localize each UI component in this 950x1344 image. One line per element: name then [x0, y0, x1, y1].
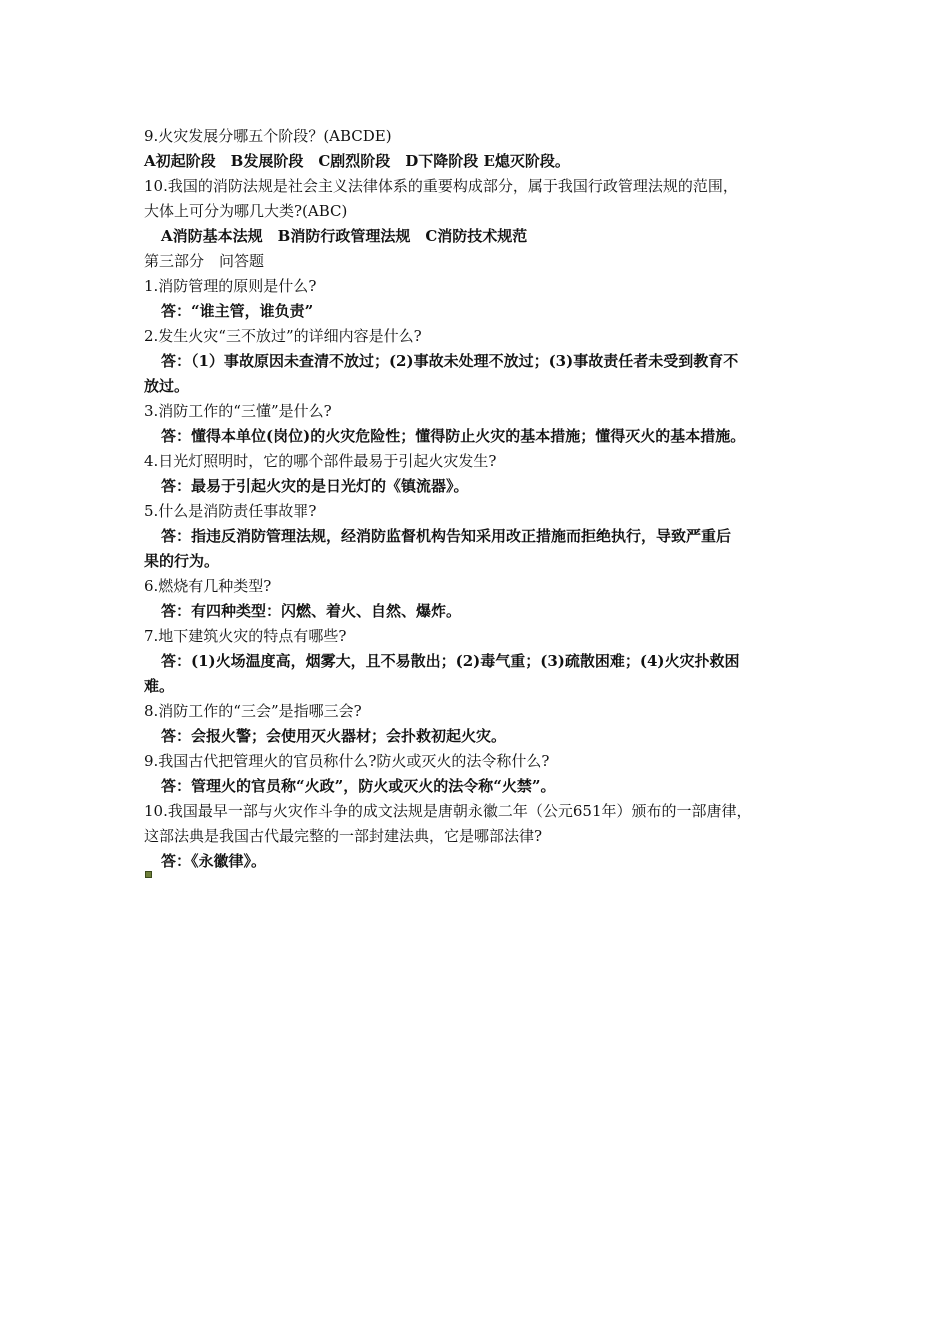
qa-4-answer: 答：最易于引起火灾的是日光灯的《镇流器》。: [161, 477, 469, 495]
qa-10-question-line2: 这部法典是我国古代最完整的一部封建法典，它是哪部法律?: [144, 827, 543, 845]
qa-3-question: 3.消防工作的“三懂”是什么?: [144, 402, 332, 420]
qa-8-answer: 答：会报火警；会使用灭火器材；会扑救初起火灾。: [161, 727, 507, 745]
qa-9-question: 9.我国古代把管理火的官员称什么?防火或灭火的法令称什么?: [144, 752, 550, 770]
question-10-options: A消防基本法规 B消防行政管理法规 C消防技术规范: [161, 227, 528, 245]
qa-9-answer: 答：管理火的官员称“火政”，防火或灭火的法令称“火禁”。: [161, 777, 556, 795]
qa-8-question: 8.消防工作的“三会”是指哪三会?: [144, 702, 362, 720]
question-10-part2-line1: 10.我国的消防法规是社会主义法律体系的重要构成部分，属于我国行政管理法规的范围，: [144, 177, 738, 195]
question-10-part2-line2: 大体上可分为哪几大类?(ABC): [144, 202, 348, 220]
qa-3-answer: 答：懂得本单位(岗位)的火灾危险性；懂得防止火灾的基本措施；懂得灭火的基本措施。: [161, 427, 746, 445]
qa-7-answer-line2: 难。: [144, 677, 175, 695]
question-9-part2: 9.火灾发展分哪五个阶段？(ABCDE): [144, 127, 392, 145]
qa-1-question: 1.消防管理的原则是什么?: [144, 277, 317, 295]
qa-5-answer-line2: 果的行为。: [144, 552, 220, 570]
qa-7-question: 7.地下建筑火灾的特点有哪些?: [144, 627, 347, 645]
qa-10-question-line1: 10.我国最早一部与火灾作斗争的成文法规是唐朝永徽二年（公元651年）颁布的一部唐律，: [144, 802, 752, 820]
qa-4-question: 4.日光灯照明时，它的哪个部件最易于引起火灾发生?: [144, 452, 497, 470]
qa-1-answer: 答：“谁主管，谁负责”: [161, 302, 314, 320]
document-content: [144, 124, 816, 874]
qa-2-answer-line1: 答：（1）事故原因未查清不放过；(2)事故未处理不放过；(3)事故责任者未受到教育不: [161, 352, 739, 370]
qa-2-answer-line2: 放过。: [144, 377, 190, 395]
qa-5-question: 5.什么是消防责任事故罪?: [144, 502, 317, 520]
qa-7-answer-line1: 答：(1)火场温度高，烟雾大，且不易散出；(2)毒气重；(3)疏散困难；(4)火灾扑救困: [161, 652, 740, 670]
small-square-icon: [145, 871, 152, 878]
qa-6-question: 6.燃烧有几种类型?: [144, 577, 272, 595]
qa-10-answer: 答：《永徽律》。: [161, 852, 267, 870]
qa-5-answer-line1: 答：指违反消防管理法规，经消防监督机构告知采用改正措施而拒绝执行，导致严重后: [161, 527, 732, 545]
section-heading: 第三部分 问答题: [144, 252, 265, 270]
question-9-options: A初起阶段 B发展阶段 C剧烈阶段 D下降阶段 E熄灭阶段。: [144, 152, 570, 170]
qa-6-answer: 答：有四种类型：闪燃、着火、自然、爆炸。: [161, 602, 462, 620]
qa-2-question: 2.发生火灾“三不放过”的详细内容是什么?: [144, 327, 422, 345]
